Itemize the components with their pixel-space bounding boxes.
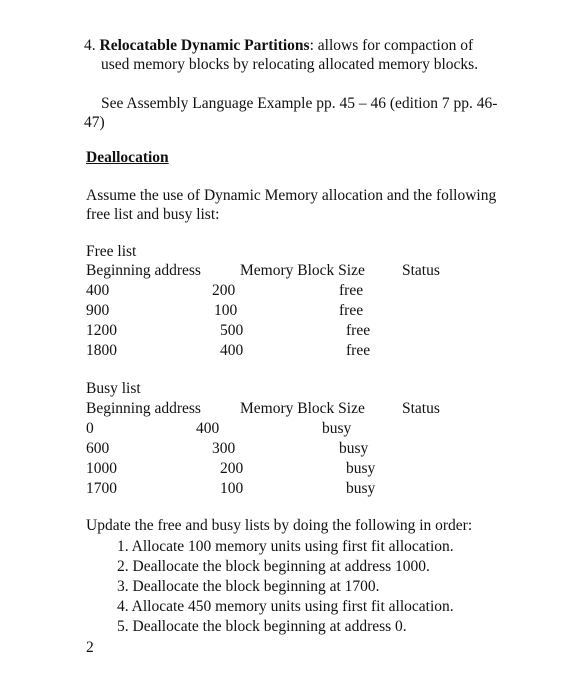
cell-size: 400	[220, 342, 244, 359]
list-item: 5. Deallocate the block beginning at address 0.	[117, 618, 407, 635]
table-row	[0, 479, 581, 499]
cell-address: 1700	[86, 480, 117, 497]
column-header-address: Beginning address	[86, 400, 201, 417]
cell-size: 400	[196, 420, 220, 437]
column-header-status: Status	[402, 262, 440, 279]
cell-address: 900	[86, 302, 110, 319]
cell-status: free	[339, 282, 364, 299]
cell-status: free	[346, 322, 371, 339]
cell-status: free	[346, 342, 371, 359]
section-title: Relocatable Dynamic Partitions	[99, 37, 310, 54]
list-item: 1. Allocate 100 memory units using first fit allocation.	[117, 538, 454, 555]
cell-status: free	[339, 302, 364, 319]
deallocation-heading: Deallocation	[86, 149, 169, 166]
table-row	[0, 439, 581, 459]
table-row	[0, 419, 581, 439]
cell-size: 300	[212, 440, 236, 457]
cell-status: busy	[322, 420, 352, 437]
column-header-size: Memory Block Size	[240, 262, 365, 279]
busy-list-header-row	[0, 399, 581, 419]
cell-size: 500	[220, 322, 244, 339]
cell-status: busy	[346, 460, 376, 477]
page-number: 2	[86, 639, 94, 656]
list-item: 2. Deallocate the block beginning at address 1000.	[117, 558, 430, 575]
column-header-status: Status	[402, 400, 440, 417]
cell-address: 600	[86, 440, 110, 457]
cell-size: 200	[212, 282, 236, 299]
cell-address: 400	[86, 282, 110, 299]
table-row	[0, 301, 581, 321]
table-row	[0, 341, 581, 361]
update-intro: Update the free and busy lists by doing the following in order:	[86, 517, 473, 534]
column-header-address: Beginning address	[86, 262, 201, 279]
busy-list-title: Busy list	[86, 380, 141, 397]
cell-size: 100	[220, 480, 244, 497]
free-list-header-row	[0, 261, 581, 281]
table-row	[0, 281, 581, 301]
section-description-line1: : allows for compaction of	[309, 37, 474, 54]
assumption-line2: free list and busy list:	[86, 206, 220, 223]
section-number: 4.	[84, 37, 96, 54]
section-heading	[84, 36, 473, 56]
assumption-line1: Assume the use of Dynamic Memory allocation and the following	[86, 187, 497, 204]
cell-address: 0	[86, 420, 94, 437]
cell-address: 1200	[86, 322, 117, 339]
cell-address: 1800	[86, 342, 117, 359]
cell-status: busy	[339, 440, 369, 457]
table-row	[0, 321, 581, 341]
column-header-size: Memory Block Size	[240, 400, 365, 417]
cell-address: 1000	[86, 460, 117, 477]
reference-line1: See Assembly Language Example pp. 45 – 46 (edition 7 pp. 46-	[101, 95, 498, 112]
cell-size: 200	[220, 460, 244, 477]
section-description-line2: used memory blocks by relocating allocated memory blocks.	[101, 56, 479, 73]
free-list-title: Free list	[86, 243, 137, 260]
reference-line2: 47)	[84, 114, 105, 131]
list-item: 4. Allocate 450 memory units using first fit allocation.	[117, 598, 454, 615]
cell-status: busy	[346, 480, 376, 497]
list-item: 3. Deallocate the block beginning at 1700.	[117, 578, 380, 595]
table-row	[0, 459, 581, 479]
cell-size: 100	[214, 302, 238, 319]
